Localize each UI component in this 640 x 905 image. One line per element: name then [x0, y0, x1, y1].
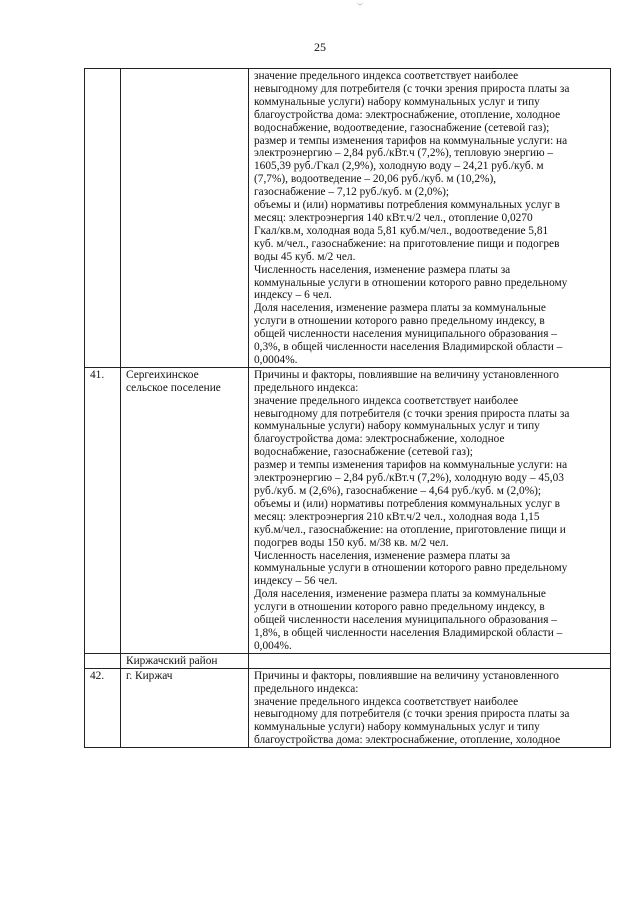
description-text	[254, 369, 607, 653]
text-line: невыгодному для потребителя (с точки зрения прироста платы за	[254, 407, 570, 420]
text-line: размер и темпы изменения тарифов на коммунальные услуги: на	[254, 134, 568, 147]
table-row-continuation	[85, 69, 611, 368]
text-line: объемы и (или) нормативы потребления коммунальных услуг в	[254, 497, 561, 510]
text-line: значение предельного индекса соответствует наиболее	[254, 70, 519, 82]
text-line: электроэнергию – 2,84 руб./кВт.ч (7,2%), тепловую энергию –	[254, 147, 554, 160]
text-line: Причины и факторы, повлиявшие на величину установленного	[254, 368, 559, 381]
text-line: услуги в отношении которого равно предельному индексу, в	[254, 315, 545, 328]
text-line: куб.м/чел., газоснабжение: на отопление, приготовление пищи и	[254, 523, 566, 536]
row-number-cell: 41.	[85, 367, 121, 653]
text-line: благоустройства дома: электроснабжение, отопление, холодное	[254, 734, 561, 747]
description-cell	[249, 668, 611, 747]
description-cell	[249, 653, 611, 668]
text-line: Доля населения, изменение размера платы за коммунальные	[254, 302, 546, 315]
text-line: индексу – 6 чел.	[254, 289, 332, 302]
text-line: водоснабжение, водоотведение, газоснабжение (сетевой газ);	[254, 121, 550, 134]
index-table	[84, 68, 611, 748]
text-line: (7,7%), водоотведение – 20,06 руб./куб. м (10,2%),	[254, 173, 497, 186]
row-number-cell	[85, 653, 121, 668]
table-row-section	[85, 653, 611, 668]
municipality-cell	[121, 69, 249, 368]
municipality-name-line: г. Киржач	[126, 669, 173, 682]
table-row-42	[85, 668, 611, 747]
text-line: предельного индекса:	[254, 682, 359, 695]
description-cell	[249, 367, 611, 653]
municipality-name-line: сельское поселение	[126, 381, 221, 394]
row-number-cell: 42.	[85, 668, 121, 747]
text-line: невыгодному для потребителя (с точки зрения прироста платы за	[254, 708, 570, 721]
description-text	[254, 670, 607, 747]
text-line: объемы и (или) нормативы потребления коммунальных услуг в	[254, 199, 561, 212]
text-line: Доля населения, изменение размера платы за коммунальные	[254, 588, 546, 601]
text-line: месяц: электроэнергия 140 кВт.ч/2 чел., отопление 0,0270	[254, 211, 533, 224]
text-line: электроэнергию – 2,84 руб./кВт.ч (7,2%), холодную воду – 45,03	[254, 472, 564, 485]
text-line: размер и темпы изменения тарифов на коммунальные услуги: на	[254, 459, 568, 472]
text-line: Гкал/кв.м, холодная вода 5,81 куб.м/чел., водоотведение 5,81	[254, 224, 549, 237]
text-line: куб. м/чел., газоснабжение: на приготовление пищи и подогрев	[254, 237, 560, 250]
text-line: услуги в отношении которого равно предельному индексу, в	[254, 601, 545, 614]
text-line: общей численности населения муниципального образования –	[254, 328, 557, 341]
text-line: коммунальные услуги в отношении которого равно предельному	[254, 562, 568, 575]
text-line: коммунальные услуги) набору коммунальных услуг и типу	[254, 721, 540, 734]
text-line: благоустройства дома: электроснабжение, холодное	[254, 433, 505, 446]
text-line: коммунальные услуги в отношении которого равно предельному	[254, 276, 568, 289]
text-line: руб./куб. м (2,6%), газоснабжение – 4,64 руб./куб. м (2,0%);	[254, 485, 542, 497]
page-number: 25	[314, 40, 326, 54]
text-line: общей численности населения муниципального образования –	[254, 614, 557, 627]
municipality-name-line: Сергеихинское	[126, 368, 199, 381]
municipality-cell	[121, 668, 249, 747]
text-line: 0,0004%.	[254, 353, 298, 366]
text-line: водоснабжение, газоснабжение (сетевой газ);	[254, 446, 473, 459]
description-text	[254, 70, 607, 367]
text-line: коммунальные услуги) набору коммунальных услуг и типу	[254, 95, 540, 108]
municipality-cell	[121, 367, 249, 653]
row-number-cell	[85, 69, 121, 368]
district-heading-cell: Киржачский район	[121, 653, 249, 668]
table-row-41	[85, 367, 611, 653]
text-line: Численность населения, изменение размера платы за	[254, 263, 511, 276]
text-line: невыгодному для потребителя (с точки зрения прироста платы за	[254, 82, 570, 95]
text-line: 0,004%.	[254, 639, 292, 652]
text-line: значение предельного индекса соответствует наиболее	[254, 695, 519, 708]
description-cell	[249, 69, 611, 368]
text-line: газоснабжение – 7,12 руб./куб. м (2,0%);	[254, 186, 450, 199]
text-line: коммунальные услуги) набору коммунальных услуг и типу	[254, 420, 540, 433]
text-line: 1,8%, в общей численности населения Владимирской области –	[254, 626, 563, 639]
text-line: 1605,39 руб./Гкал (2,9%), холодную воду – 24,21 руб./куб. м	[254, 160, 544, 173]
text-line: значение предельного индекса соответствует наиболее	[254, 394, 519, 407]
text-line: месяц: электроэнергия 210 кВт.ч/2 чел., холодная вода 1,15	[254, 510, 540, 523]
text-line: 0,3%, в общей численности населения Владимирской области –	[254, 341, 563, 354]
scan-edge-mark	[357, 0, 363, 5]
text-line: предельного индекса:	[254, 381, 359, 394]
text-line: благоустройства дома: электроснабжение, отопление, холодное	[254, 108, 561, 121]
text-line: Численность населения, изменение размера платы за	[254, 549, 511, 562]
text-line: Причины и факторы, повлиявшие на величину установленного	[254, 669, 559, 682]
text-line: воды 45 куб. м/2 чел.	[254, 250, 356, 263]
text-line: подогрев воды 150 куб. м/38 кв. м/2 чел.	[254, 536, 449, 549]
text-line: индексу – 56 чел.	[254, 575, 338, 588]
